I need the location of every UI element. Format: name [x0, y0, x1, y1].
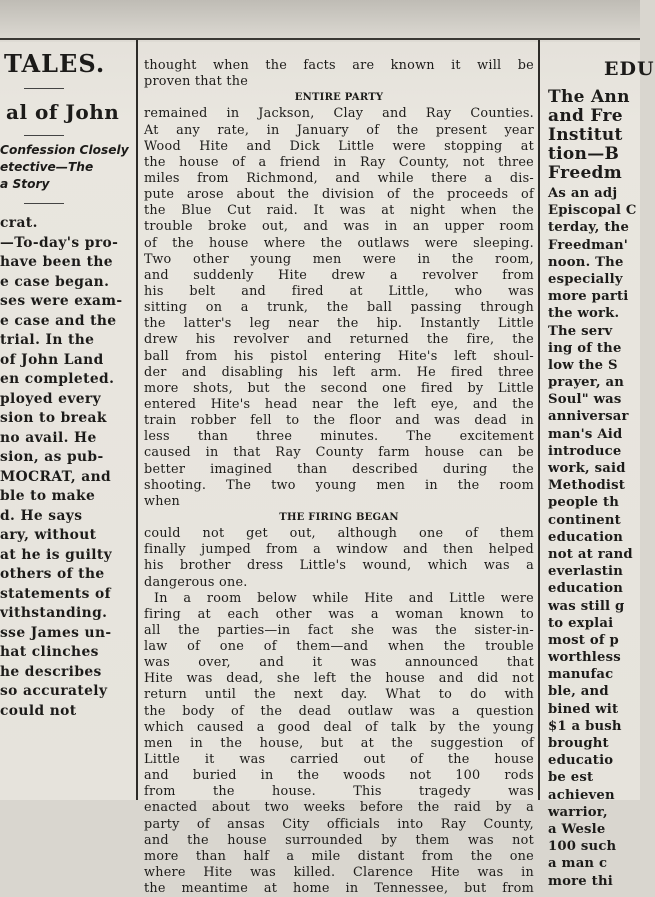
center-body-line: sitting on a trunk, the ball passing through [144, 300, 534, 316]
right-deck [548, 88, 648, 183]
center-body-line: entered Hite's head near the left eye, and the [144, 396, 534, 412]
center-body-line: ball from his pistol entering Hite's left shoul- [144, 348, 534, 364]
left-body-line: at he is guilty [0, 546, 113, 563]
center-body-middle [144, 106, 534, 510]
center-body-line: finally jumped from a window and then helped [144, 542, 534, 558]
right-body-line: manufac [548, 667, 614, 683]
right-body-line: bined wit [548, 701, 619, 717]
left-deck [0, 142, 130, 193]
right-column [548, 54, 655, 889]
center-body-line: return until the next day. What to do with [144, 687, 534, 703]
right-body-line: man's Aid [548, 426, 623, 442]
subhead-divider [24, 135, 64, 136]
center-body-line: the body of the dead outlaw was a question [144, 703, 534, 719]
right-body-line: everlastin [548, 564, 624, 580]
left-body-line: no avail. He [0, 429, 97, 446]
center-column [144, 58, 534, 897]
left-body-line: ble to make [0, 488, 96, 504]
center-body-line: law of one of them—and when the trouble [144, 639, 534, 655]
right-body-line: noon. The [548, 254, 624, 270]
center-body-line: miles from Richmond, and while there a dis- [144, 170, 534, 186]
left-body [0, 214, 130, 721]
center-body-line: from the house. This tragedy was [144, 784, 534, 800]
center-body-line: could not get out, although one of them [144, 526, 534, 542]
center-body-line: when [144, 493, 181, 509]
center-body-line: all the parties—in fact she was the sister-in- [144, 622, 534, 638]
center-body-line: party of ansas City officials into Ray County, [144, 816, 534, 832]
right-body-line: not at rand [548, 546, 633, 562]
left-body-line: he describes [0, 663, 102, 680]
right-body-line: low the S [548, 357, 618, 373]
center-body-line: Hite was dead, she left the house and did not [144, 671, 534, 687]
left-column [0, 46, 130, 806]
right-body-line: more thi [548, 873, 613, 889]
center-body-line: shooting. The two young men in the room [144, 477, 534, 493]
left-body-line: e case and the [0, 312, 117, 329]
right-body-line: anniversar [548, 409, 629, 425]
center-body-line: was over, and it was announced that [144, 655, 534, 671]
center-body-line: der and disabling his left arm. He fired three [144, 364, 534, 380]
deck-divider [24, 203, 64, 204]
center-body-line: In a room below while Hite and Little were [154, 590, 534, 606]
right-body-line: ble, and [548, 684, 609, 700]
right-body-line: 100 such [548, 839, 617, 855]
right-body-line: a man c [548, 856, 608, 872]
center-subhead-firing-began: THE FIRING BEGAN [279, 511, 399, 523]
right-body-line: Freedman' [548, 237, 629, 253]
center-body-line: men in the house, but at the suggestion of [144, 735, 534, 751]
left-deck-line: a Story [0, 177, 50, 191]
center-body-line: thought when the facts are known it will be [144, 58, 534, 73]
left-body-line: hat clinches [0, 644, 99, 660]
center-body-line: which caused a good deal of talk by the young [144, 719, 534, 735]
center-body-line: train robber fell to the floor and was dead in [144, 413, 534, 429]
left-body-line: vithstanding. [0, 605, 108, 621]
right-body-line: education [548, 581, 624, 597]
left-body-line: so accurately [0, 683, 108, 699]
right-body-line: especially [548, 271, 623, 287]
right-body [548, 185, 648, 890]
left-body-line: ses were exam- [0, 293, 123, 309]
left-body-line: —To-day's pro- [0, 234, 119, 251]
center-body-line: pute arose about the division of the proceeds of [144, 187, 534, 203]
headline-divider [24, 88, 64, 89]
right-deck-line: Freedm [548, 163, 623, 183]
right-deck-line: tion—B [548, 144, 620, 164]
right-deck-line: The Ann [548, 87, 630, 107]
center-body-line: Two other young men were in the room, [144, 251, 534, 267]
column-rule-right [538, 40, 540, 800]
right-body-line: Methodist [548, 478, 626, 494]
center-body-line: and suddenly Hite drew a revolver from [144, 267, 534, 283]
center-body-line: the Blue Cut raid. It was at night when the [144, 203, 534, 219]
center-body-top [144, 58, 534, 90]
right-body-line: achieven [548, 787, 615, 803]
column-rule-left [136, 40, 138, 800]
right-body-line: the work. [548, 306, 620, 322]
left-body-line: statements of [0, 585, 111, 602]
left-body-line: of John Land [0, 351, 104, 368]
right-body-line: Soul" was [548, 392, 622, 408]
right-body-line: was still g [548, 598, 625, 614]
right-deck-line: Institut [548, 125, 623, 145]
right-body-line: ing of the [548, 340, 622, 356]
right-body-line: brought [548, 736, 609, 751]
center-body-line: more than half a mile distant from the one [144, 848, 534, 864]
center-body-line: the latter's leg near the hip. Instantly Little [144, 316, 534, 332]
right-body-line: terday, the [548, 220, 630, 236]
center-body-line: more shots, but the second one fired by Little [144, 380, 534, 396]
center-body-line: his belt and fired at Little, who was [144, 283, 534, 299]
right-deck-line: and Fre [548, 106, 623, 126]
left-body-line: trial. In the [0, 332, 95, 348]
center-body-line: dangerous one. [144, 574, 248, 590]
center-body-line: better imagined than described during the [144, 461, 534, 477]
header-rule [0, 38, 640, 40]
right-body-line: The serv [548, 323, 613, 339]
center-body-line: the meantime at home in Tennessee, but from [144, 881, 534, 897]
right-body-line: As an adj [548, 186, 618, 201]
left-body-line: en completed. [0, 371, 115, 387]
center-body-line: less than three minutes. The excitement [144, 429, 534, 445]
right-body-line: be est [548, 770, 594, 786]
right-body-line: to explai [548, 615, 614, 631]
left-body-line: sion to break [0, 410, 107, 426]
right-body-line: Episcopal C [548, 203, 637, 219]
center-body-line: trouble broke out, and was in an upper room [144, 219, 534, 235]
center-body-line: Little it was carried out of the house [144, 752, 534, 768]
center-body-line: enacted about two weeks before the raid by a [144, 800, 534, 816]
left-body-line: sion, as pub- [0, 449, 104, 465]
left-body-line: e case began. [0, 273, 110, 290]
left-body-line: could not [0, 702, 77, 719]
center-body-line: and the house surrounded by them was not [144, 832, 534, 848]
right-body-line: warrior, [548, 804, 608, 820]
center-body-line: the house of a friend in Ray County, not three [144, 154, 534, 170]
left-body-line: crat. [0, 215, 38, 231]
page-top-edge [0, 0, 640, 42]
center-body-line: Wood Hite and Dick Little were stopping at [144, 138, 534, 154]
center-body-line: caused in that Ray County farm house can be [144, 445, 534, 461]
right-body-line: education [548, 529, 624, 545]
left-headline: TALES. [4, 49, 106, 78]
right-body-line: worthless [548, 650, 621, 666]
center-body-line: and buried in the woods not 100 rods [144, 768, 534, 784]
right-body-line: work, said [548, 461, 626, 476]
right-body-line: a Wesle [548, 821, 606, 837]
center-subhead-entire-party: ENTIRE PARTY [294, 92, 384, 104]
left-body-line: ployed every [0, 390, 101, 407]
left-deck-line: etective—The [0, 160, 94, 174]
right-body-line: continent [548, 512, 621, 528]
right-body-line: prayer, an [548, 375, 625, 391]
left-deck-line: Confession Closely [0, 143, 129, 157]
right-body-line: $1 a bush [548, 718, 622, 734]
center-body-line: his brother dress Little's wound, which was a [144, 558, 534, 574]
center-body-line: proven that the [144, 74, 249, 90]
right-body-line: more parti [548, 289, 629, 305]
left-body-line: others of the [0, 566, 105, 582]
right-body-line: educatio [548, 753, 614, 769]
center-body-line: remained in Jackson, Clay and Ray Counties. [144, 106, 534, 122]
left-body-line: d. He says [0, 507, 83, 524]
center-body-line: where Hite was killed. Clarence Hite was in [144, 865, 534, 881]
right-headline: EDU [604, 58, 655, 80]
center-body-line: firing at each other was a woman known to [144, 606, 534, 622]
right-body-line: people th [548, 495, 620, 511]
center-body-line: At any rate, in January of the present year [144, 122, 534, 138]
center-body-line: of the house where the outlaws were sleeping. [144, 235, 534, 251]
right-body-line: most of p [548, 632, 619, 648]
left-subhead: al of John [6, 100, 120, 124]
left-body-line: ary, without [0, 527, 97, 543]
right-body-line: introduce [548, 443, 622, 459]
left-body-line: sse James un- [0, 624, 112, 641]
left-body-line: have been the [0, 254, 113, 270]
center-body-bottom [144, 526, 534, 897]
left-body-line: MOCRAT, and [0, 468, 112, 485]
center-body-line: drew his revolver and returned the fire, the [144, 332, 534, 348]
